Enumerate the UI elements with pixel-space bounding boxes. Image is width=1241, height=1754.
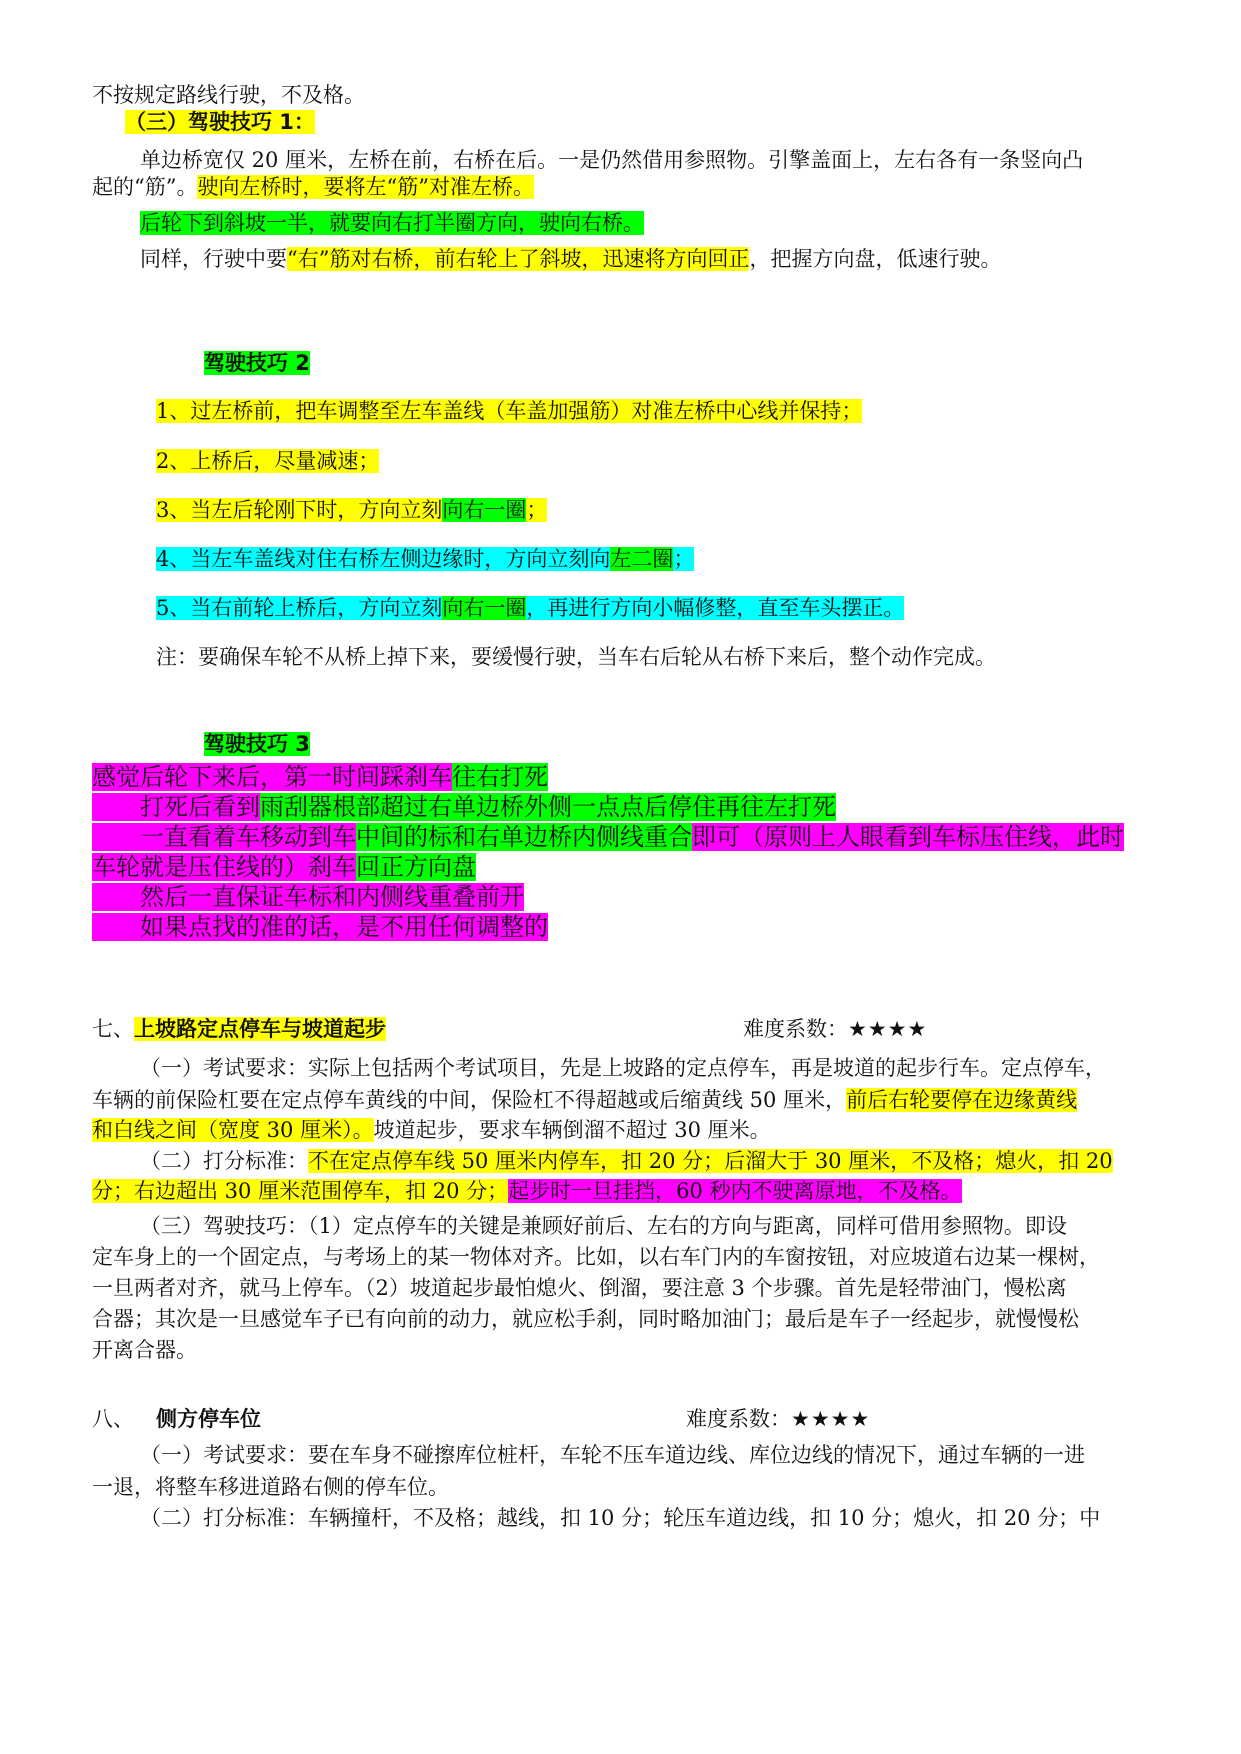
paragraph-line xyxy=(92,1275,1067,1302)
list-item xyxy=(156,497,547,524)
highlight-green: 回正方向盘 xyxy=(356,853,476,881)
highlight-green: 往右打死 xyxy=(452,763,548,791)
tip-line xyxy=(92,852,476,882)
paragraph-line xyxy=(92,1337,197,1364)
highlight-yellow: 3、当左后轮刚下时，方向立刻 xyxy=(156,498,443,522)
line-text: 同样，行驶中要 xyxy=(140,247,287,271)
line-text: （二）打分标准： xyxy=(140,1149,308,1173)
difficulty-label: 难度系数： xyxy=(743,1017,848,1041)
line-text: （一）考试要求：要在车身不碰擦库位桩杆，车轮不压车道边线、库位边线的情况下，通过车辆的一进 xyxy=(140,1443,1085,1467)
section-number: 八、 xyxy=(92,1407,134,1431)
highlight-cyan: 5、当右前轮上桥后，方向立刻 xyxy=(156,596,443,620)
star-rating-icon: ★★★★ xyxy=(791,1407,871,1431)
paragraph-line xyxy=(140,210,644,237)
paragraph-line xyxy=(140,246,1001,273)
tip-title-text: 驾驶技巧 2 xyxy=(204,351,310,375)
highlight-yellow: 不在定点停车线 50 厘米内停车，扣 20 分；后溜大于 30 厘米，不及格；熄火，扣 20 xyxy=(308,1149,1113,1173)
highlight-yellow: 分；右边超出 30 厘米范围停车，扣 20 分； xyxy=(92,1179,509,1203)
line-text: 如果点找的准的话，是不用任何调整的 xyxy=(140,913,548,941)
line-text: 一退，将整车移进道路右侧的停车位。 xyxy=(92,1475,449,1499)
tip-title xyxy=(204,731,310,758)
section-heading xyxy=(92,1016,386,1043)
paragraph-line xyxy=(140,1213,1067,1240)
highlight-cyan: ，再进行方向小幅修整，直至车头摆正。 xyxy=(526,596,905,620)
line-text: 车辆的前保险杠要在定点停车黄线的中间，保险杠不得超越或后缩黄线 50 厘米， xyxy=(92,1088,847,1112)
paragraph-line xyxy=(92,1087,1077,1114)
difficulty-rating xyxy=(743,1016,927,1043)
line-text: ，把握方向盘，低速行驶。 xyxy=(749,247,1002,271)
list-item xyxy=(156,448,379,475)
list-item xyxy=(156,398,862,425)
star-rating-icon: ★★★★ xyxy=(848,1017,928,1041)
section-heading xyxy=(92,1406,261,1433)
text-line xyxy=(92,82,365,109)
paragraph-line xyxy=(140,1505,1100,1532)
line-text: 不按规定路线行驶，不及格。 xyxy=(92,83,365,107)
highlight-magenta xyxy=(92,793,260,821)
tip-title xyxy=(204,350,310,377)
line-text: 打死后看到 xyxy=(140,793,260,821)
paragraph-line xyxy=(140,1442,1085,1469)
highlight-yellow: 1、过左桥前，把车调整至左车盖线（车盖加强筋）对准左桥中心线并保持； xyxy=(156,399,863,423)
section-title: 上坡路定点停车与坡道起步 xyxy=(134,1017,386,1041)
highlight-yellow: 和白线之间（宽度 30 厘米）。 xyxy=(92,1118,374,1142)
difficulty-rating xyxy=(686,1406,870,1433)
highlight-green: 左二圈 xyxy=(610,547,674,571)
highlight-yellow: 2、上桥后，尽量减速； xyxy=(156,449,380,473)
highlight-yellow: ； xyxy=(526,498,548,522)
tip-title-text: 驾驶技巧 3 xyxy=(204,732,310,756)
paragraph-line xyxy=(92,1117,771,1144)
highlight-green: 后轮下到斜坡一半，就要向右打半圈方向，驶向右桥。 xyxy=(140,211,644,235)
paragraph-line xyxy=(92,1306,1079,1333)
paragraph-line xyxy=(140,147,1083,174)
highlight-magenta: 即可（原则上人眼看到车标压住线，此时 xyxy=(692,823,1124,851)
highlight-yellow: 驶向左桥时，要将左“筋”对准左桥。 xyxy=(197,175,534,199)
highlight-cyan: 4、当左车盖线对住右桥左侧边缘时，方向立刻向 xyxy=(156,547,611,571)
highlight-magenta xyxy=(92,823,356,851)
tip-line xyxy=(92,882,524,912)
paragraph-line xyxy=(140,1055,1106,1082)
tip-line xyxy=(92,912,548,942)
paragraph-line xyxy=(140,1148,1113,1175)
paragraph-line xyxy=(92,1474,449,1501)
highlight-magenta xyxy=(92,913,548,941)
heading-text: （三）驾驶技巧 1： xyxy=(125,110,315,134)
list-item xyxy=(156,546,694,573)
difficulty-label: 难度系数： xyxy=(686,1407,791,1431)
highlight-magenta: 车轮就是压住线的）刹车 xyxy=(92,853,356,881)
paragraph-line xyxy=(92,1178,962,1205)
line-text: 定车身上的一个固定点，与考场上的某一物体对齐。比如，以右车门内的车窗按钮，对应坡道右边某一棵树， xyxy=(92,1245,1100,1269)
tip-line xyxy=(92,792,836,822)
note-text: 注：要确保车轮不从桥上掉下来，要缓慢行驶，当车右后轮从右桥下来后，整个动作完成。 xyxy=(156,645,996,669)
tip-line xyxy=(92,822,1124,852)
highlight-green: 向右一圈 xyxy=(442,498,527,522)
highlight-yellow: 前后右轮要停在边缘黄线 xyxy=(846,1088,1078,1112)
list-item xyxy=(156,595,904,622)
highlight-green: 中间的标和右单边桥内侧线重合 xyxy=(356,823,692,851)
section-number: 七、 xyxy=(92,1017,134,1041)
line-text: （一）考试要求：实际上包括两个考试项目，先是上坡路的定点停车，再是坡道的起步行车。定点停车， xyxy=(140,1056,1106,1080)
line-text: 开离合器。 xyxy=(92,1338,197,1362)
line-text: 一直看着车移动到车 xyxy=(140,823,356,851)
line-text: 合器；其次是一旦感觉车子已有向前的动力，就应松手刹，同时略加油门；最后是车子一经起步，就慢慢松 xyxy=(92,1307,1079,1331)
highlight-magenta: 感觉后轮下来后，第一时间踩刹车 xyxy=(92,763,452,791)
highlight-yellow: “右”筋对右桥，前右轮上了斜坡，迅速将方向回正 xyxy=(287,247,750,271)
note-line xyxy=(156,644,996,671)
subsection-heading xyxy=(125,109,315,136)
paragraph-line xyxy=(92,1244,1100,1271)
highlight-cyan: ； xyxy=(673,547,695,571)
line-text: 单边桥宽仅 20 厘米，左桥在前，右桥在后。一是仍然借用参照物。引擎盖面上，左右各有一条竖向凸 xyxy=(140,148,1084,172)
line-text: 然后一直保证车标和内侧线重叠前开 xyxy=(140,883,524,911)
line-text: 坡道起步，要求车辆倒溜不超过 30 厘米。 xyxy=(373,1118,771,1142)
tip-line xyxy=(92,762,548,792)
line-text: （三）驾驶技巧：（1）定点停车的关键是兼顾好前后、左右的方向与距离，同样可借用参照物。即设 xyxy=(140,1214,1067,1238)
section-title: 侧方停车位 xyxy=(156,1407,261,1431)
highlight-magenta: 起步时一旦挂挡，60 秒内不驶离原地，不及格。 xyxy=(508,1179,962,1203)
line-text: 一旦两者对齐，就马上停车。（2）坡道起步最怕熄火、倒溜，要注意 3 个步骤。首先是轻带油门，慢松离 xyxy=(92,1276,1067,1300)
highlight-magenta xyxy=(92,883,524,911)
paragraph-line xyxy=(92,174,534,201)
line-text: （二）打分标准：车辆撞杆，不及格；越线，扣 10 分；轮压车道边线，扣 10 分；熄火，扣 20 分；中 xyxy=(140,1506,1101,1530)
highlight-green: 雨刮器根部超过右单边桥外侧一点点后停住再往左打死 xyxy=(260,793,836,821)
line-text: 起的“筋”。 xyxy=(92,175,198,199)
highlight-green: 向右一圈 xyxy=(442,596,527,620)
